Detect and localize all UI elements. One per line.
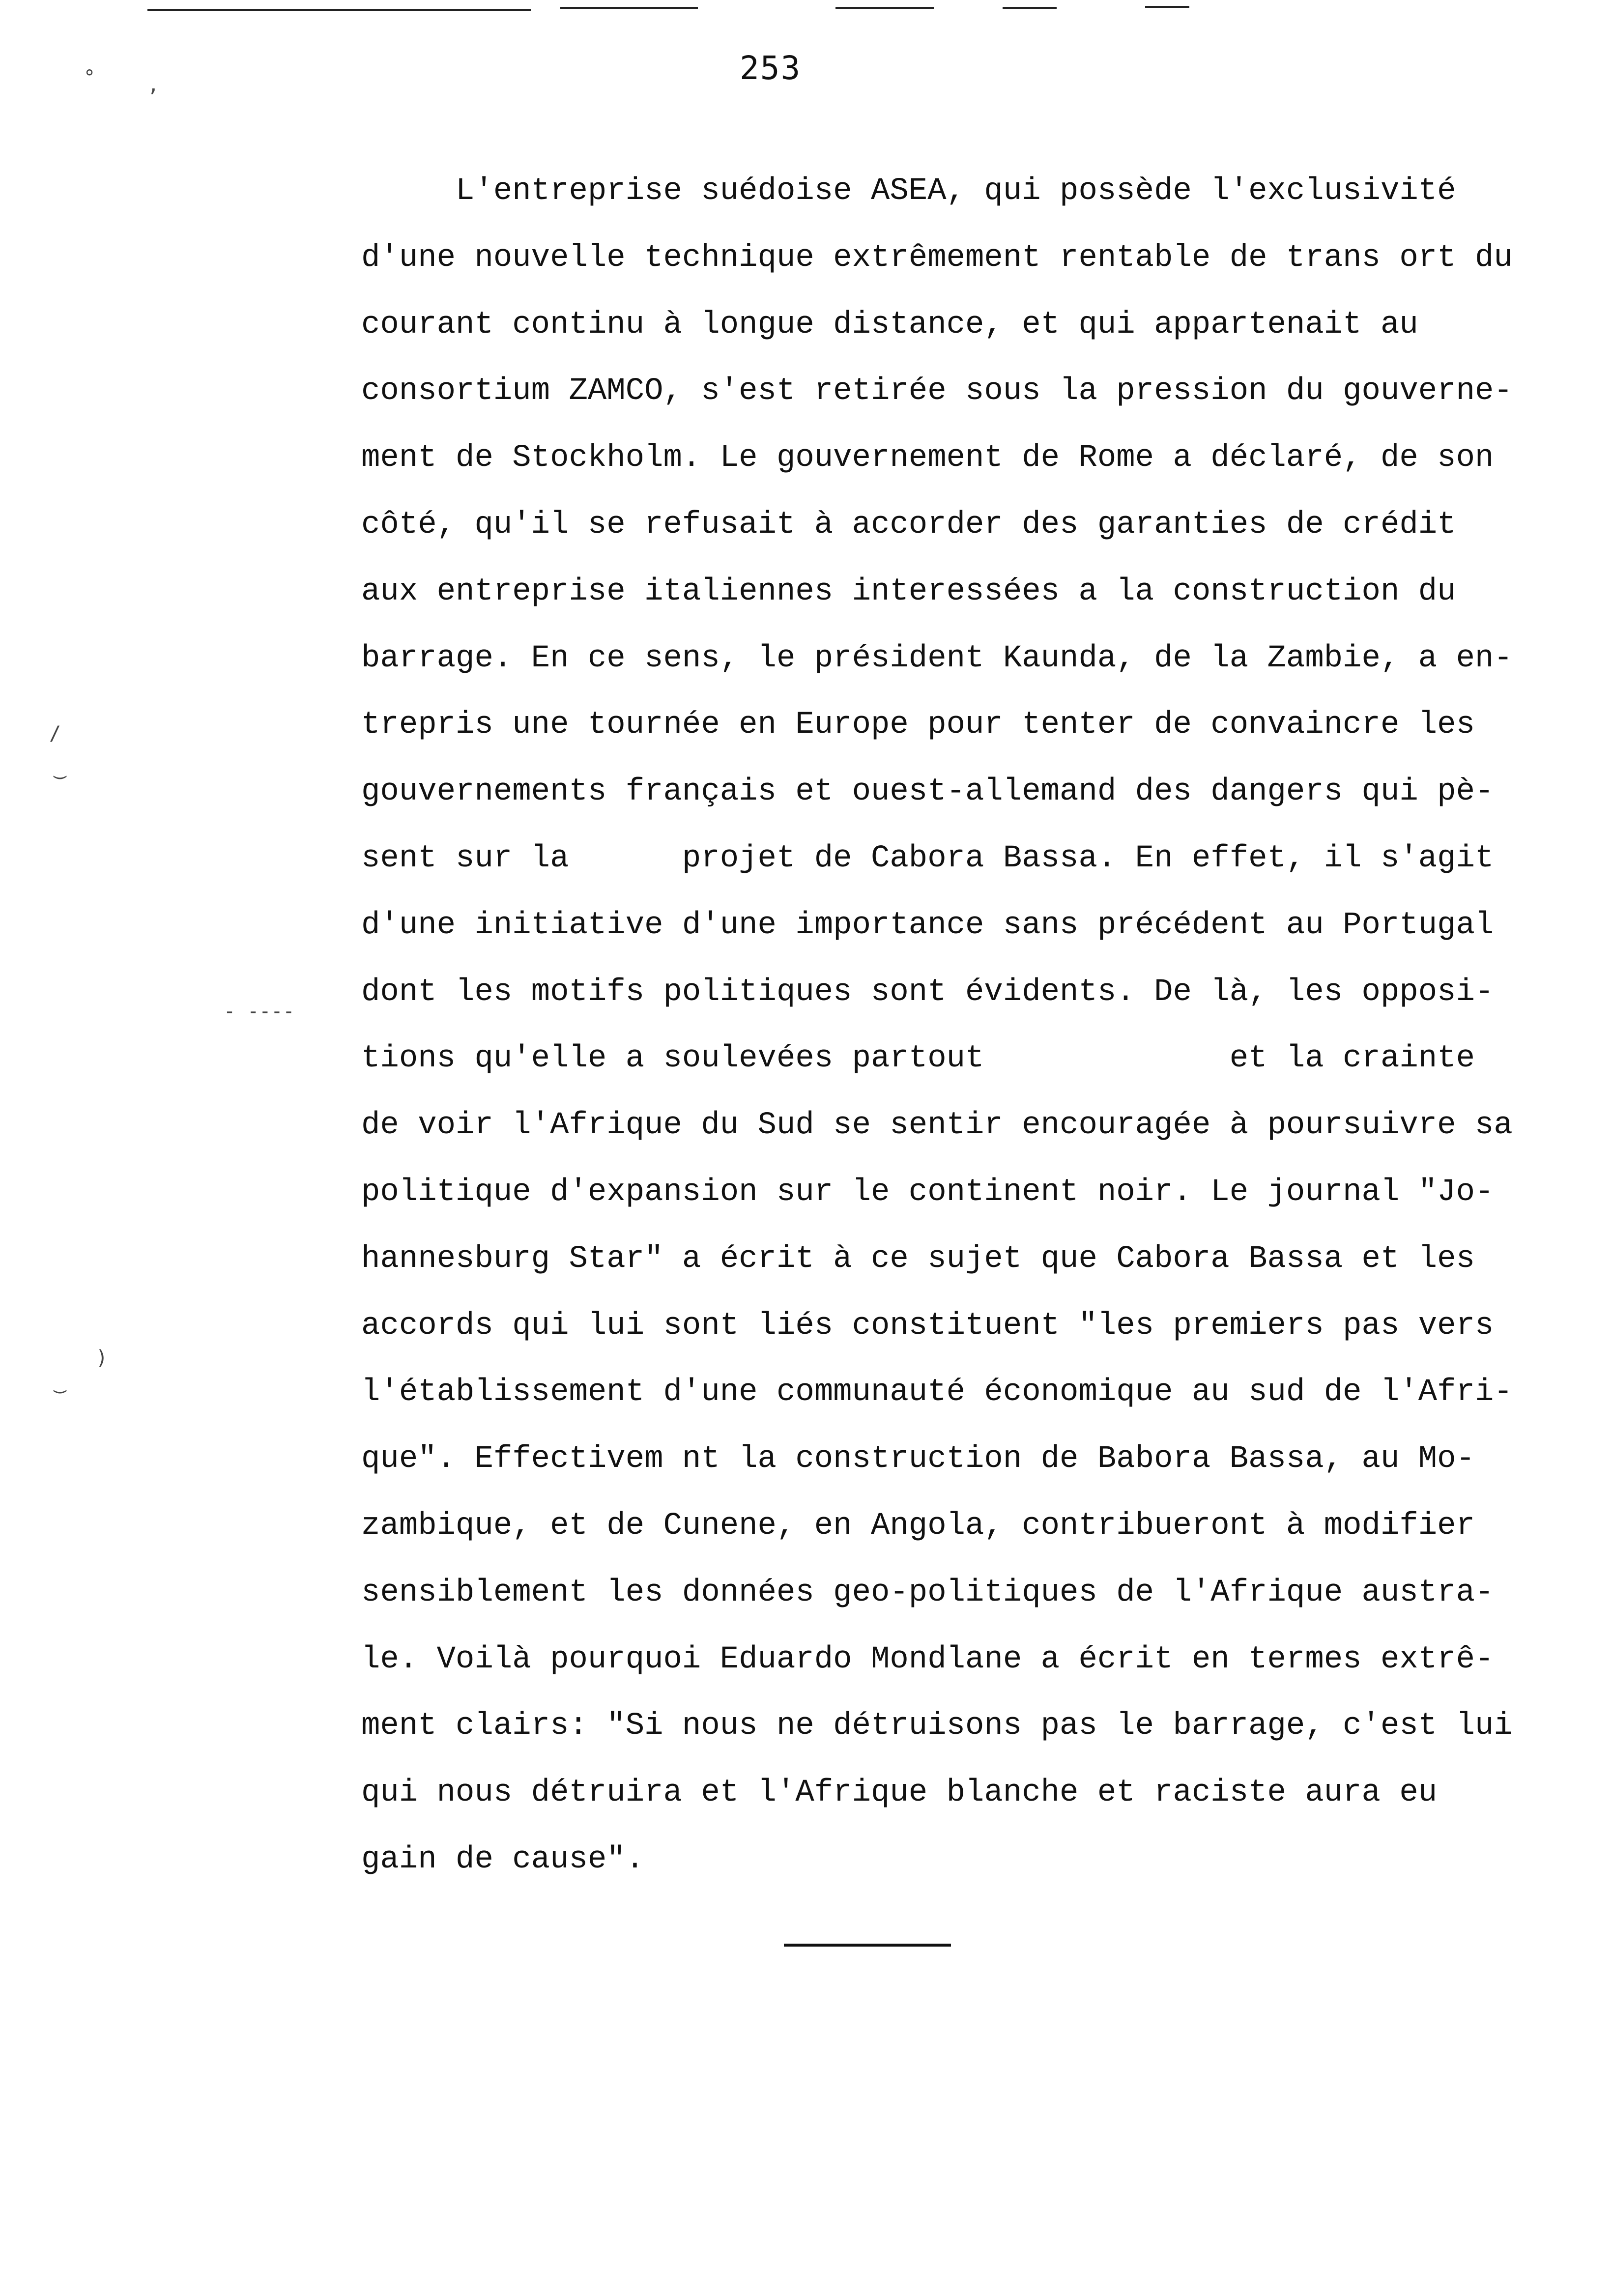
margin-mark: ° [84,66,96,89]
margin-mark: ‐ ‐‐‐‐ [224,1000,295,1023]
text-line: trepris une tournée en Europe pour tenter de convaincre les [361,707,1475,743]
top-rule-4 [1003,7,1057,9]
text-line: ment clairs: "Si nous ne détruisons pas le barrage, c'est lui [361,1708,1513,1744]
top-rule-2 [560,7,698,9]
top-rule-1 [147,9,531,11]
text-line: L'entreprise suédoise ASEA, qui possède l'exclusivité [361,173,1456,209]
text-line: le. Voilà pourquoi Eduardo Mondlane a écrit en termes extrê- [361,1641,1494,1677]
text-line: consortium ZAMCO, s'est retirée sous la pression du gouverne- [361,373,1513,409]
text-line: zambique, et de Cunene, en Angola, contribueront à modifier [361,1508,1475,1544]
text-line: l'établissement d'une communauté économique au sud de l'Afri- [361,1375,1513,1410]
top-rule-5 [1145,6,1189,8]
margin-mark: , [147,74,160,96]
page-number: 253 [740,49,802,87]
text-line: aux entreprise italiennes interessées a la construction du [361,574,1456,609]
body-paragraph [361,158,1605,1960]
text-line: barrage. En ce sens, le président Kaunda, de la Zambie, a en- [361,640,1513,676]
text-line: sensiblement les données geo-politiques de l'Afrique austra- [361,1575,1494,1610]
text-line: d'une initiative d'une importance sans précédent au Portugal [361,907,1494,943]
text-line: gain de cause". [361,1841,645,1877]
margin-mark: / [49,722,61,745]
text-line: qui nous détruira et l'Afrique blanche et raciste aura eu [361,1775,1438,1811]
text-line: dont les motifs politiques sont évidents. De là, les opposi- [361,974,1494,1010]
text-line: ment de Stockholm. Le gouvernement de Rome a déclaré, de son [361,440,1494,476]
top-rule-3 [835,7,934,9]
margin-mark: ) [96,1347,108,1369]
text-line: tions qu'elle a soulevées partout et la crainte [361,1041,1475,1077]
text-line: de voir l'Afrique du Sud se sentir encouragée à poursuivre sa [361,1108,1513,1144]
text-line: accords qui lui sont liés constituent "les premiers pas vers [361,1308,1494,1344]
text-line [361,1894,1605,1960]
text-line: hannesburg Star" a écrit à ce sujet que Cabora Bassa et les [361,1241,1475,1277]
text-line: côté, qu'il se refusait à accorder des garanties de crédit [361,507,1456,543]
text-line: politique d'expansion sur le continent noir. Le journal "Jo- [361,1174,1494,1210]
text-line: que". Effectivem nt la construction de Babora Bassa, au Mo- [361,1441,1475,1477]
margin-mark: ‿ [54,1371,66,1394]
text-line: d'une nouvelle technique extrêmement rentable de trans ort du [361,240,1513,276]
margin-mark: ‿ [54,757,66,779]
end-rule [784,1944,951,1947]
text-line: sent sur la projet de Cabora Bassa. En effet, il s'agit [361,840,1494,876]
text-line: gouvernements français et ouest-allemand des dangers qui pè- [361,774,1494,810]
text-line: courant continu à longue distance, et qui appartenait au [361,307,1418,343]
